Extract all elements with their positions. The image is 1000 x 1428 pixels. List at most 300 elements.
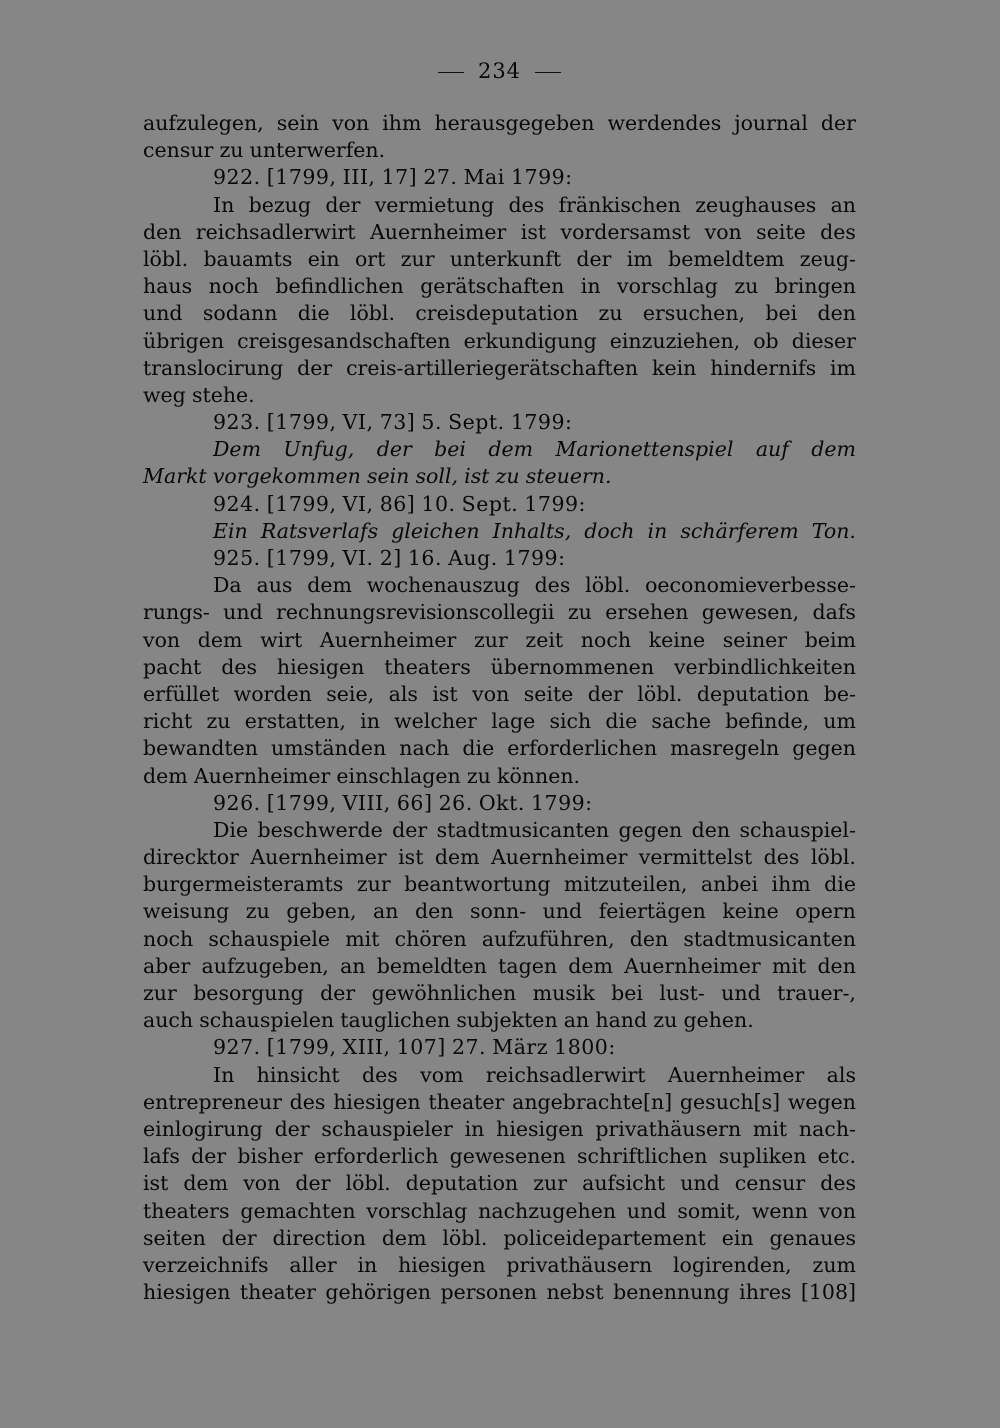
word: 2]: [379, 546, 402, 570]
word: befindlichen: [275, 274, 404, 299]
text-line: [143, 953, 856, 980]
word: einschlagen: [336, 763, 461, 788]
word: gesuch[s]: [679, 1089, 781, 1114]
text-line: [143, 926, 856, 953]
text-line: [143, 1252, 856, 1279]
word: zur: [143, 981, 177, 1005]
word: ist: [520, 219, 547, 244]
word: herausgegeben: [434, 111, 595, 135]
word: sein: [366, 464, 410, 489]
text-line: [143, 599, 856, 626]
word: censur: [143, 138, 214, 163]
word: zu: [598, 301, 623, 326]
word: weisung: [143, 899, 230, 924]
word: wenn: [751, 1198, 808, 1223]
word: übernommenen: [490, 654, 655, 679]
text-line: [143, 300, 856, 327]
word: subjekten: [456, 1008, 558, 1033]
word: Die: [213, 817, 249, 842]
word: Auernheimer: [193, 763, 331, 788]
word: [1799,: [266, 410, 337, 435]
word: der: [576, 246, 612, 271]
word: und: [542, 899, 583, 924]
word: sodann: [202, 301, 278, 326]
word: dem: [183, 1171, 229, 1196]
word: in: [360, 709, 380, 734]
word: lage: [491, 709, 536, 734]
word: dem: [197, 627, 243, 652]
text-line: [143, 1116, 856, 1143]
word: personen: [440, 1280, 537, 1305]
word: kein: [652, 355, 697, 380]
word: wochenauszug: [366, 573, 520, 598]
word: ort: [354, 246, 386, 271]
word: erforderlichen: [507, 736, 658, 761]
entry-heading: [143, 491, 856, 518]
word: 73]: [379, 410, 416, 435]
word: gerätschaften: [420, 274, 565, 299]
text-line: [143, 463, 856, 490]
text-line: [143, 627, 856, 654]
word: [1799,: [266, 546, 337, 570]
word: musik: [532, 981, 595, 1005]
word: erstatten,: [244, 709, 346, 734]
word: aufsicht: [582, 1171, 666, 1196]
word: von: [472, 681, 510, 706]
word: translocirung: [143, 355, 284, 380]
word: gewesenen: [449, 1144, 566, 1169]
word: von: [818, 1198, 856, 1223]
word: gewesen,: [701, 600, 800, 625]
word: creis-artilleriegerätschaften: [346, 355, 639, 380]
word: und: [223, 600, 263, 625]
text-line: [143, 137, 856, 164]
word: 923.: [213, 410, 261, 435]
body-text: [143, 110, 856, 1306]
word: seiten: [143, 1225, 206, 1250]
word: rungs-: [143, 600, 210, 625]
word: der: [274, 1116, 310, 1141]
word: zu: [734, 274, 759, 299]
word: gegen: [792, 736, 856, 761]
word: seiner: [722, 627, 788, 652]
word: befinde,: [725, 709, 810, 734]
word: die: [462, 736, 495, 761]
text-line: [143, 1062, 856, 1089]
word: seie,: [326, 681, 375, 706]
word: zu: [495, 464, 520, 489]
word: soll,: [415, 464, 458, 489]
word: Sept.: [448, 410, 505, 435]
word: censur: [734, 1171, 806, 1196]
word: Auernheimer: [319, 627, 457, 652]
word: der: [376, 437, 412, 462]
word: VIII,: [342, 790, 391, 815]
word: aus: [256, 573, 293, 598]
word: direcktor: [143, 845, 239, 870]
word: des: [534, 573, 571, 598]
word: 5.: [421, 410, 442, 435]
word: 925.: [213, 546, 261, 570]
entry-heading: [143, 1034, 856, 1061]
word: keine: [648, 627, 706, 652]
word: an: [563, 1008, 590, 1033]
word: worden: [233, 681, 312, 706]
word: weg: [143, 382, 186, 407]
text-line: [143, 980, 856, 1007]
word: zeughauses: [695, 192, 817, 217]
word: be-: [823, 681, 856, 706]
word: verbindlichkeiten: [673, 654, 856, 679]
word: und: [721, 981, 761, 1005]
word: schauspiel-: [739, 817, 856, 842]
word: zur: [356, 872, 391, 897]
word: lafs: [143, 1144, 180, 1169]
word: gewöhnlichen: [371, 981, 517, 1005]
word: aufzuführen,: [481, 926, 615, 951]
word: erfüllet: [143, 681, 220, 706]
word: Auernheimer: [667, 1062, 805, 1087]
word: aller: [289, 1252, 337, 1277]
word: vordersamst: [560, 219, 691, 244]
word: der: [820, 111, 856, 135]
text-line: [143, 1170, 856, 1197]
word: [1799,: [266, 165, 337, 190]
word: gegen: [618, 817, 683, 842]
text-line: [143, 1143, 856, 1170]
word: VI,: [342, 491, 374, 516]
word: journal: [734, 111, 808, 135]
word: der: [297, 355, 333, 380]
word: feiertägen: [598, 899, 706, 924]
word: des: [820, 1171, 856, 1196]
word: dem: [811, 437, 856, 462]
word: 927.: [213, 1035, 261, 1060]
word: direction: [272, 1225, 366, 1250]
word: zu: [206, 709, 231, 734]
word: unterwerfen.: [249, 138, 386, 163]
word: In: [213, 1062, 235, 1087]
word: vom: [420, 1062, 464, 1087]
word: dem: [381, 1225, 427, 1250]
word: des: [289, 1089, 326, 1114]
word: von: [704, 219, 742, 244]
word: im: [829, 355, 856, 380]
word: 1800:: [554, 1035, 616, 1060]
right-dash-rule: [535, 72, 561, 73]
word: bei: [765, 301, 798, 326]
word: dieser: [791, 328, 856, 353]
word: der: [320, 981, 356, 1005]
word: [1799,: [266, 1035, 337, 1060]
word: löbl.: [349, 301, 396, 326]
word: zeit: [525, 627, 564, 652]
text-line: [143, 681, 856, 708]
word: hinsicht: [256, 1062, 340, 1087]
word: dem: [568, 953, 613, 978]
word: der: [295, 1171, 331, 1196]
word: Dem: [213, 437, 262, 462]
word: besorgung: [193, 981, 304, 1005]
word: an: [830, 192, 856, 217]
word: die: [824, 872, 856, 897]
word: beim: [804, 627, 856, 652]
word: vermietung: [374, 192, 495, 217]
word: löbl.: [637, 681, 683, 706]
word: opern: [795, 899, 856, 924]
text-line: [143, 735, 856, 762]
word: lust-: [659, 981, 705, 1005]
word: zeug-: [799, 246, 856, 271]
page-number: 234: [477, 59, 522, 83]
word: sonn-: [469, 899, 527, 924]
word: von: [143, 627, 181, 652]
entry-heading: [143, 545, 856, 572]
word: Ein: [213, 518, 248, 543]
word: des: [763, 845, 800, 870]
text-line: [143, 246, 856, 273]
word: zu: [567, 600, 592, 625]
word: Ton.: [811, 518, 856, 543]
word: Markt: [143, 464, 207, 489]
word: an: [340, 953, 366, 978]
word: und: [143, 301, 183, 326]
word: an: [373, 899, 399, 924]
word: theater: [239, 1280, 316, 1305]
word: umständen: [270, 736, 387, 761]
text-line: [143, 871, 856, 898]
word: aber: [143, 953, 191, 978]
word: hiesigen: [496, 1116, 584, 1141]
word: logirenden,: [673, 1252, 792, 1277]
word: den: [414, 899, 454, 924]
word: aufzulegen,: [143, 111, 264, 135]
entry-heading: [143, 409, 856, 436]
word: ist: [432, 681, 458, 706]
word: als: [388, 681, 418, 706]
word: In: [213, 192, 235, 217]
word: unterkunft: [449, 246, 562, 271]
word: 107]: [396, 1035, 446, 1060]
word: ein: [721, 1225, 754, 1250]
word: reichsadlerwirt: [485, 1062, 646, 1087]
word: dem: [307, 573, 352, 598]
word: Mai: [463, 165, 505, 190]
word: verzeichnifs: [143, 1252, 269, 1277]
word: der: [191, 1144, 227, 1169]
word: zu: [466, 763, 491, 788]
word: bei: [434, 437, 466, 462]
word: gemachten: [240, 1198, 356, 1223]
word: ihm: [771, 872, 811, 897]
word: des: [508, 192, 545, 217]
word: pacht: [143, 654, 202, 679]
word: Marionettenspiel: [555, 437, 734, 462]
word: den: [143, 219, 182, 244]
word: vermittelst: [638, 845, 753, 870]
word: stehe.: [191, 382, 255, 407]
word: Unfug,: [283, 437, 355, 462]
word: hiesigen: [398, 1252, 486, 1277]
word: können.: [497, 763, 581, 788]
word: reichsadlerwirt: [195, 219, 356, 244]
word: zu: [653, 1008, 678, 1033]
word: den: [691, 817, 731, 842]
text-line: [143, 328, 856, 355]
word: XIII,: [342, 1035, 391, 1060]
word: im: [626, 246, 653, 271]
word: [1799,: [266, 790, 337, 815]
word: zur: [400, 246, 435, 271]
word: 16.: [407, 546, 442, 570]
word: in: [647, 518, 668, 543]
text-line: [143, 518, 856, 545]
word: einlogirung: [143, 1116, 263, 1141]
word: entrepreneur: [143, 1089, 282, 1114]
word: werdendes: [607, 111, 722, 135]
word: dem: [143, 763, 188, 788]
word: Okt.: [478, 790, 525, 815]
word: sein: [276, 111, 320, 135]
word: schriftlichen: [576, 1144, 708, 1169]
word: tagen: [498, 953, 558, 978]
word: als: [826, 1062, 856, 1087]
word: ein: [307, 246, 340, 271]
word: 926.: [213, 790, 261, 815]
text-line: [143, 708, 856, 735]
word: deputation: [696, 681, 810, 706]
word: richt: [143, 709, 193, 734]
word: ist: [143, 1171, 169, 1196]
word: den: [817, 953, 856, 978]
word: Ratsverlafs: [260, 518, 379, 543]
word: ist: [398, 845, 424, 870]
word: nebst: [546, 1280, 604, 1305]
word: zur: [533, 1171, 568, 1196]
word: [108]: [800, 1280, 856, 1305]
word: um: [823, 709, 856, 734]
text-line: [143, 1225, 856, 1252]
word: löbl.: [143, 246, 189, 271]
word: die: [297, 301, 330, 326]
text-line: [143, 844, 856, 871]
word: auf: [755, 437, 789, 462]
entry-heading: [143, 790, 856, 817]
word: des: [221, 654, 257, 679]
word: etc.: [817, 1144, 856, 1169]
word: theater: [428, 1089, 505, 1114]
word: 1799:: [531, 790, 593, 815]
text-line: [143, 1279, 856, 1306]
word: oeconomieverbesse-: [645, 573, 856, 598]
word: mit: [771, 953, 807, 978]
word: wegen: [787, 1089, 856, 1114]
word: gehörigen: [325, 1280, 431, 1305]
word: vorgekommen: [212, 464, 361, 489]
word: theaters: [384, 654, 471, 679]
text-line: [143, 382, 856, 409]
word: einzuziehen,: [609, 328, 741, 353]
word: zu: [219, 138, 244, 163]
word: bauamts: [203, 246, 293, 271]
word: löbl.: [442, 1225, 488, 1250]
word: mitzuteilen,: [563, 872, 688, 897]
word: stadtmusicanten: [436, 817, 610, 842]
word: doch: [584, 518, 635, 543]
word: keine: [722, 899, 779, 924]
word: zu: [245, 899, 270, 924]
word: VI.: [342, 546, 374, 570]
word: zum: [812, 1252, 856, 1277]
text-line: [143, 572, 856, 599]
word: hiesigen: [143, 1280, 231, 1305]
word: löbl.: [585, 573, 631, 598]
word: vorschlag: [617, 274, 718, 299]
word: noch: [208, 274, 259, 299]
word: bemeldtem: [668, 246, 785, 271]
word: dem: [434, 845, 480, 870]
text-line: [143, 219, 856, 246]
word: Inhalts,: [492, 518, 572, 543]
word: ersuchen,: [642, 301, 746, 326]
word: chören: [394, 926, 467, 951]
word: burgermeisteramts: [143, 872, 344, 897]
word: anbei: [700, 872, 759, 897]
word: von: [332, 111, 370, 135]
word: Auernheimer: [369, 219, 507, 244]
word: supliken: [718, 1144, 807, 1169]
word: III,: [342, 165, 376, 190]
word: hindernifs: [710, 355, 817, 380]
word: bisher: [237, 1144, 303, 1169]
word: bezug: [248, 192, 312, 217]
word: beantwortung: [404, 872, 551, 897]
word: 27.: [451, 1035, 487, 1060]
word: deputation: [405, 1171, 519, 1196]
word: hiesigen: [276, 654, 365, 679]
word: zur: [473, 627, 508, 652]
word: März: [492, 1035, 549, 1060]
word: nach: [399, 736, 450, 761]
word: und: [680, 1171, 720, 1196]
word: creisdeputation: [415, 301, 579, 326]
word: der: [587, 681, 623, 706]
document-page: [143, 56, 856, 1306]
word: creisgesandschaften: [237, 328, 451, 353]
word: nach-: [798, 1116, 856, 1141]
word: des: [820, 219, 856, 244]
page-number-header: [143, 56, 856, 86]
word: benennung: [613, 1280, 730, 1305]
word: 1799:: [503, 546, 566, 570]
word: aufzugeben,: [201, 953, 329, 978]
word: nachzugehen: [478, 1198, 617, 1223]
word: bewandten: [143, 736, 258, 761]
word: steuern.: [525, 464, 612, 489]
word: beschwerde: [257, 817, 383, 842]
word: 1799:: [524, 491, 586, 516]
word: gleichen: [391, 518, 480, 543]
word: Aug.: [448, 546, 498, 570]
word: gehen.: [683, 1008, 754, 1033]
word: 27.: [423, 165, 458, 190]
word: 17]: [381, 165, 418, 190]
word: erforderlich: [313, 1144, 439, 1169]
word: der: [325, 192, 361, 217]
word: tauglichen: [340, 1008, 451, 1033]
word: den: [629, 926, 669, 951]
word: 26.: [438, 790, 473, 815]
